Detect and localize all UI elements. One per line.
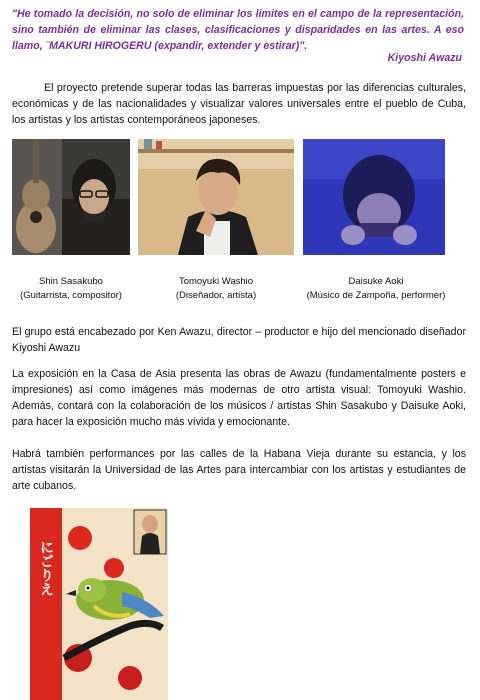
poster-image	[30, 508, 168, 700]
person-role: (Guitarrista, compositor)	[20, 290, 122, 301]
quote-author: Kiyoshi Awazu	[387, 52, 462, 64]
caption-tomoyuki-washio	[138, 275, 294, 303]
caption-daisuke-aoki	[296, 275, 456, 303]
photo-daisuke-aoki	[303, 139, 445, 255]
person-name: Daisuke Aoki	[348, 276, 404, 287]
person-name: Tomoyuki Washio	[178, 276, 254, 287]
person-role: (Músico de Zampoña, performer)	[306, 290, 446, 301]
caption-shin-sasakubo	[12, 275, 130, 303]
person-name: Shin Sasakubo	[39, 276, 103, 287]
person-role: (Diseñador, artista)	[175, 290, 257, 301]
paragraph-exhibition: La exposición en la Casa de Asia presenta las obras de Awazu (fundamentalmente posters e impresiones) así como imágenes más modernas de otro artista visual: Tomoyuki Washio. Además, contará con la colaboración de los músicos / artistas Shin Sasakubo y Daisuke Aoki, para hacer la exposición mucho más vívida y emocionante.	[12, 368, 466, 428]
poster-title: にごりえ	[38, 540, 54, 596]
paragraph-performances: Habrá también performances por las calles de la Habana Vieja durante su estancia, y los artistas visitarán la Universidad de las Artes para intercambiar con los artistas y estudiantes de arte cubanos.	[12, 448, 466, 492]
paragraph-group: El grupo está encabezado por Ken Awazu, director – productor e hijo del mencionado diseñador Kiyoshi Awazu	[12, 326, 466, 354]
photo-tomoyuki-washio	[138, 139, 294, 255]
paragraph-project: El proyecto pretende superar todas las barreras impuestas por las diferencias culturales, económicas y de las nacionalidades y visualizar valores universales entre el pueblo de Cuba, los artistas y los artistas contemporáneos japoneses.	[12, 82, 466, 126]
quote-text: "He tomado la decisión, no solo de eliminar los limites en el campo de la representación, sino también de eliminar las clases, clasificaciones y disparidades en las artes. A eso llamo, ¨MAKURI HIROGERU (expandir, extender y estirar)".	[12, 8, 464, 52]
photo-shin-sasakubo	[12, 139, 130, 255]
